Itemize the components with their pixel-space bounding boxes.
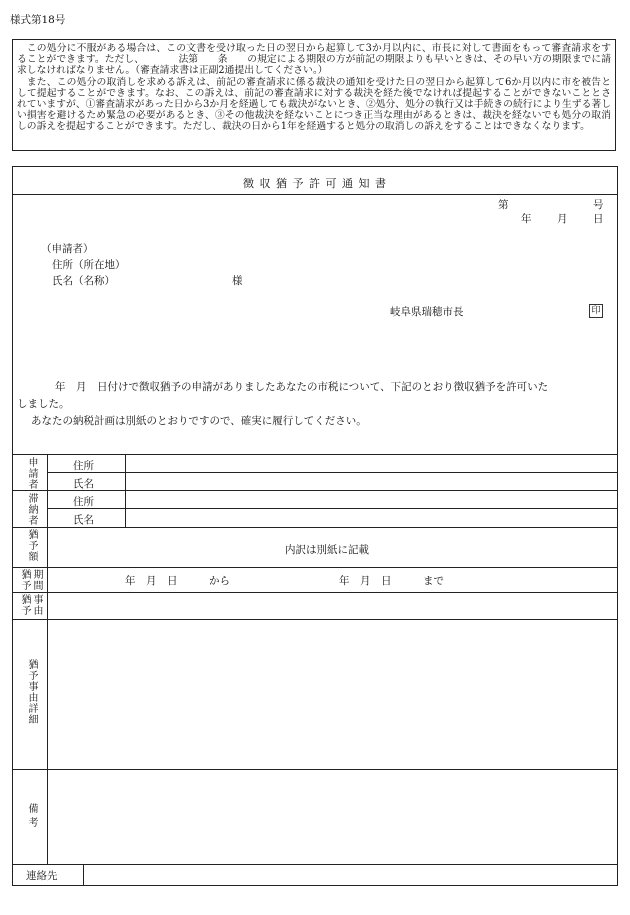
applicant-header: （申請者） [41,243,94,255]
grace-period-label-b: 期間 [31,569,42,591]
appeal-notice-paragraph-1: この処分に不服がある場合は、この文書を受け取った日の翌日から起算して3か月以内に、市長に対して書面をもって審査請求をすることができます。ただし、 法第 条 の規定による期限の方が前記の期限よりも早いときは、その早い方の期限までに請求しなければなりません。（審査請求書は正副2通提出してください。） [17,43,611,77]
body-text-line-1: 年 月 日付けで徴収猶予の申請がありましたあなたの市税について、下記のとおり徴収猶予を許可いた [55,381,549,393]
issuer-name: 岐阜県瑞穂市長 [390,306,464,318]
row-line [47,508,617,509]
row-line [13,527,617,528]
contact-label: 連絡先 [26,870,58,882]
row-line [13,567,617,568]
appeal-notice-box [12,39,616,151]
row-line [13,592,617,593]
applicant-label: 申請者 [26,457,37,490]
row-line [47,472,617,473]
grace-period-label-a: 猶予 [19,569,30,591]
date-year: 年 [521,213,532,225]
form-number: 様式第18号 [10,14,66,26]
body-text-line-2: あなたの納税計画は別紙のとおりですので、確実に履行してください。 [31,415,367,427]
name-label: 氏名（名称） [52,275,115,287]
delinquent-name-label: 氏名 [73,514,94,526]
honorific-sama: 様 [232,275,243,287]
grace-reason-label-b: 事由 [31,594,42,616]
divider [13,194,617,195]
appeal-notice-paragraph-2: また、この処分の取消しを求める訴えは、前記の審査請求に係る裁決の通知を受けた日の翌日から起算して6か月以内に市を被告として提起することができます。なお、この訴えは、前記の審査請求に対する裁決を経た後でなければ提起することができないこととされていますが、①審査請求があった日から3か月を経過しても裁決がないとき、②処分、処分の執行又は手続きの続行により生ずる著しい損害を避けるため緊急の必要があるとき、③その他裁決を経ないことにつき正当な理由があるときは、裁決を経ないでも処分の取消しの訴えを提起することができます。ただし、裁決の日から1年を経過すると処分の取消しの訴えをすることはできなくなります。 [17,76,611,133]
document-title: 徴 収 猶 予 許 可 通 知 書 [243,177,387,190]
grace-period-from: 年 月 日 から [125,575,230,587]
grace-reason-label-a: 猶予 [19,594,30,616]
remarks-label: 備考 [26,803,37,831]
row-line [13,619,617,620]
address-label: 住所（所在地） [52,259,126,271]
table-top-line [13,454,617,455]
date-month: 月 [557,213,568,225]
document-number-prefix: 第 [498,199,509,211]
row-line [13,864,617,865]
document-number-suffix: 号 [593,199,604,211]
col-line [83,864,84,886]
grace-reason-detail-label: 猶予事由詳細 [26,659,37,725]
grace-period-to: 年 月 日 まで [339,575,444,587]
permit-notice-form [12,166,618,886]
col-line [47,454,48,864]
row-line [13,769,617,770]
date-day: 日 [593,213,604,225]
col-line [125,454,126,527]
delinquent-label: 滞納者 [26,493,37,526]
row-line [13,490,617,491]
applicant-address-label: 住所 [73,460,94,472]
applicant-name-label: 氏名 [73,478,94,490]
grace-amount-label: 猶予額 [26,529,37,562]
body-text-line-1b: しました。 [17,398,70,410]
official-seal-mark: 印 [589,304,603,318]
grace-amount-value: 内訳は別紙に記載 [285,544,369,556]
delinquent-address-label: 住所 [73,496,94,508]
